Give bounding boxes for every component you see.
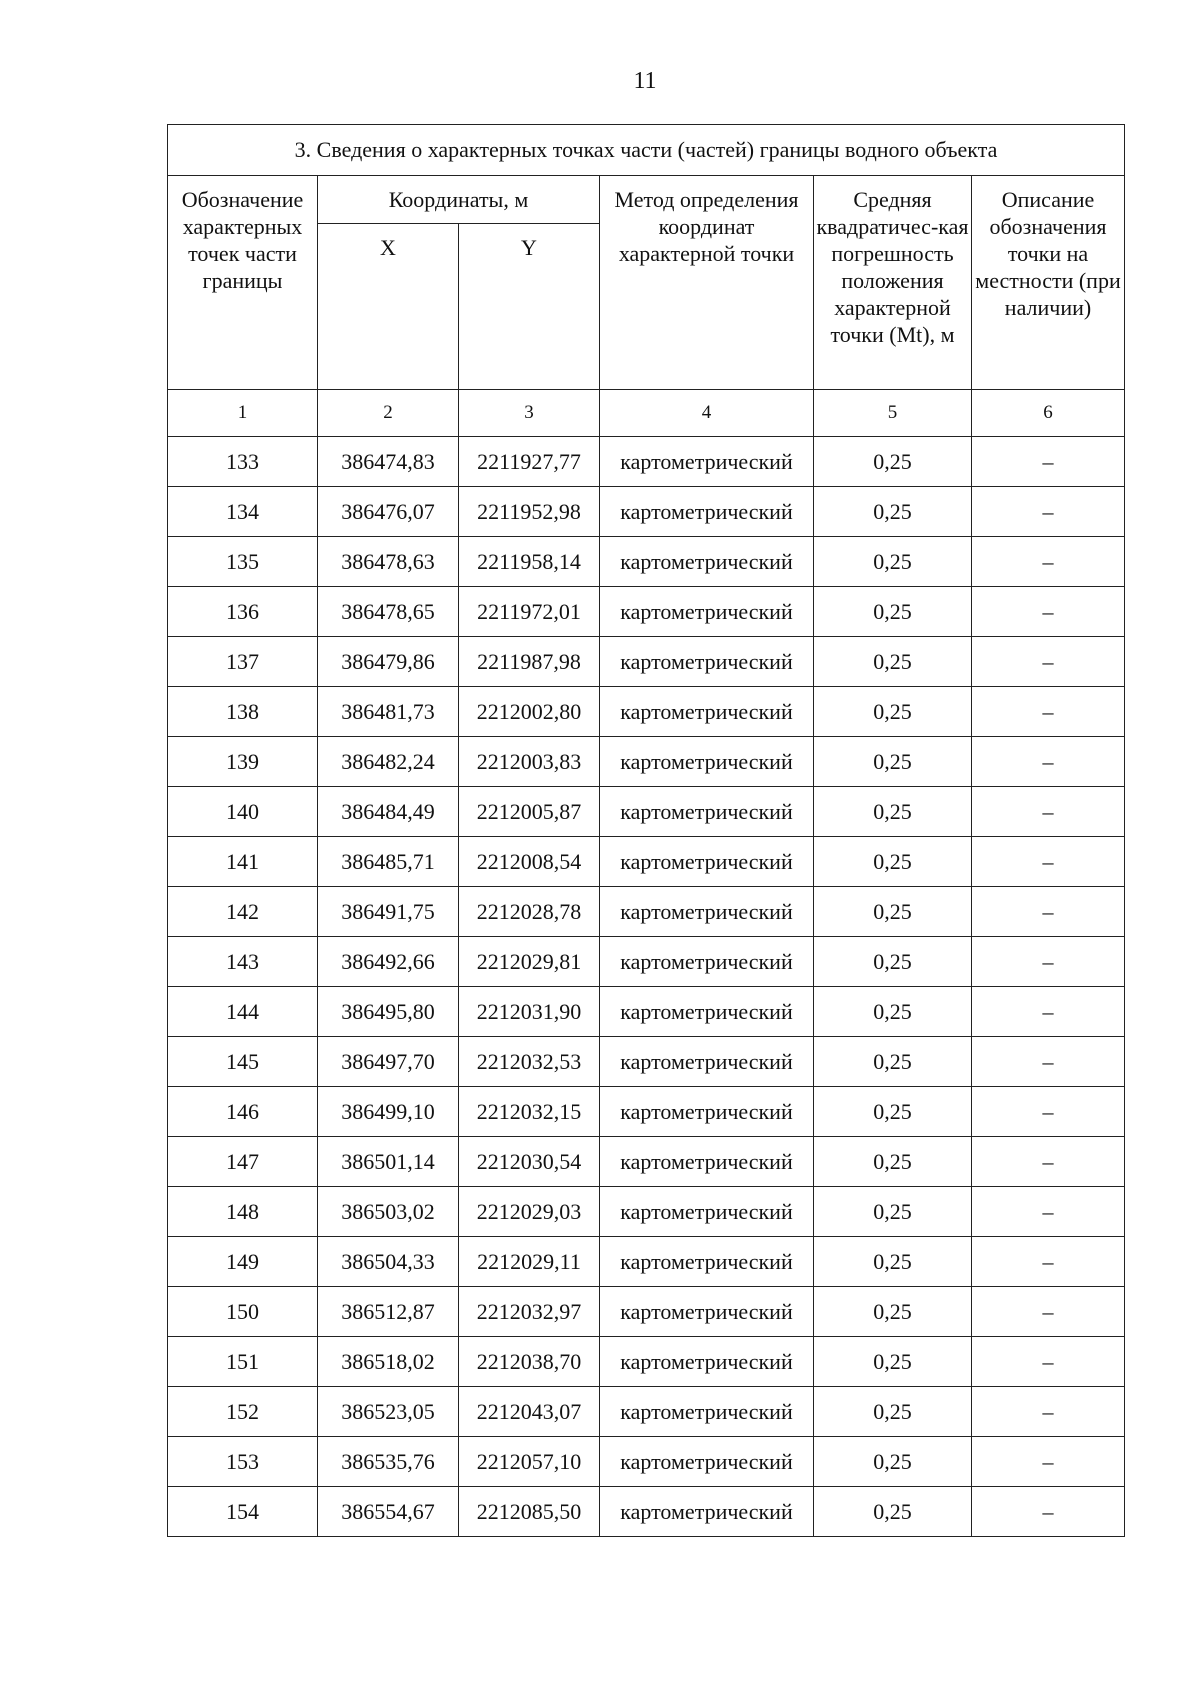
table-title: 3. Сведения о характерных точках части (частей) границы водного объекта xyxy=(168,125,1125,176)
coord-x-cell: 386503,02 xyxy=(318,1187,459,1237)
method-cell: картометрический xyxy=(600,487,814,537)
coord-y-cell: 2212029,03 xyxy=(459,1187,600,1237)
coord-x-cell: 386518,02 xyxy=(318,1337,459,1387)
point-id-cell: 138 xyxy=(168,687,318,737)
description-cell: – xyxy=(972,737,1125,787)
coord-x-cell: 386512,87 xyxy=(318,1287,459,1337)
method-cell: картометрический xyxy=(600,1137,814,1187)
table-row xyxy=(168,1287,1125,1337)
table-row xyxy=(168,1387,1125,1437)
coord-x-cell: 386501,14 xyxy=(318,1137,459,1187)
accuracy-cell: 0,25 xyxy=(814,687,972,737)
accuracy-cell: 0,25 xyxy=(814,837,972,887)
method-cell: картометрический xyxy=(600,837,814,887)
coord-y-cell: 2211972,01 xyxy=(459,587,600,637)
table-row xyxy=(168,1087,1125,1137)
table-row xyxy=(168,737,1125,787)
point-id-cell: 136 xyxy=(168,587,318,637)
column-number: 6 xyxy=(972,390,1125,437)
accuracy-cell: 0,25 xyxy=(814,587,972,637)
header-y: Y xyxy=(459,224,600,390)
table-row xyxy=(168,1187,1125,1237)
coord-y-cell: 2212028,78 xyxy=(459,887,600,937)
description-cell: – xyxy=(972,987,1125,1037)
column-number: 3 xyxy=(459,390,600,437)
description-cell: – xyxy=(972,1237,1125,1287)
header-method: Метод определения координат характерной точки xyxy=(600,176,814,390)
table-row xyxy=(168,587,1125,637)
table-row xyxy=(168,487,1125,537)
accuracy-cell: 0,25 xyxy=(814,1187,972,1237)
coord-y-cell: 2212003,83 xyxy=(459,737,600,787)
accuracy-cell: 0,25 xyxy=(814,1487,972,1537)
point-id-cell: 150 xyxy=(168,1287,318,1337)
method-cell: картометрический xyxy=(600,587,814,637)
coord-x-cell: 386481,73 xyxy=(318,687,459,737)
table-row xyxy=(168,887,1125,937)
coord-y-cell: 2212032,97 xyxy=(459,1287,600,1337)
point-id-cell: 141 xyxy=(168,837,318,887)
table-row xyxy=(168,1337,1125,1387)
accuracy-cell: 0,25 xyxy=(814,887,972,937)
accuracy-cell: 0,25 xyxy=(814,1387,972,1437)
description-cell: – xyxy=(972,587,1125,637)
coord-y-cell: 2211958,14 xyxy=(459,537,600,587)
coord-x-cell: 386523,05 xyxy=(318,1387,459,1437)
point-id-cell: 154 xyxy=(168,1487,318,1537)
coord-x-cell: 386484,49 xyxy=(318,787,459,837)
method-cell: картометрический xyxy=(600,1437,814,1487)
description-cell: – xyxy=(972,887,1125,937)
coord-y-cell: 2212008,54 xyxy=(459,837,600,887)
description-cell: – xyxy=(972,1087,1125,1137)
table-row xyxy=(168,537,1125,587)
method-cell: картометрический xyxy=(600,1337,814,1387)
coord-y-cell: 2212032,53 xyxy=(459,1037,600,1087)
description-cell: – xyxy=(972,1137,1125,1187)
coord-y-cell: 2212085,50 xyxy=(459,1487,600,1537)
coord-y-cell: 2212038,70 xyxy=(459,1337,600,1387)
accuracy-cell: 0,25 xyxy=(814,1137,972,1187)
method-cell: картометрический xyxy=(600,437,814,487)
description-cell: – xyxy=(972,1437,1125,1487)
accuracy-cell: 0,25 xyxy=(814,1087,972,1137)
table-row xyxy=(168,937,1125,987)
method-cell: картометрический xyxy=(600,1287,814,1337)
accuracy-cell: 0,25 xyxy=(814,1237,972,1287)
description-cell: – xyxy=(972,687,1125,737)
coord-x-cell: 386495,80 xyxy=(318,987,459,1037)
coord-x-cell: 386499,10 xyxy=(318,1087,459,1137)
description-cell: – xyxy=(972,437,1125,487)
coord-x-cell: 386485,71 xyxy=(318,837,459,887)
coord-x-cell: 386478,63 xyxy=(318,537,459,587)
header-point-designation: Обозначение характерных точек части границы xyxy=(168,176,318,390)
accuracy-cell: 0,25 xyxy=(814,637,972,687)
header-x: X xyxy=(318,224,459,390)
description-cell: – xyxy=(972,837,1125,887)
accuracy-cell: 0,25 xyxy=(814,937,972,987)
accuracy-cell: 0,25 xyxy=(814,787,972,837)
coord-y-cell: 2212031,90 xyxy=(459,987,600,1037)
point-id-cell: 145 xyxy=(168,1037,318,1087)
accuracy-cell: 0,25 xyxy=(814,1037,972,1087)
coord-x-cell: 386482,24 xyxy=(318,737,459,787)
accuracy-cell: 0,25 xyxy=(814,437,972,487)
table-row xyxy=(168,987,1125,1037)
coord-x-cell: 386491,75 xyxy=(318,887,459,937)
column-number: 2 xyxy=(318,390,459,437)
table-row xyxy=(168,1237,1125,1287)
coord-y-cell: 2211952,98 xyxy=(459,487,600,537)
accuracy-cell: 0,25 xyxy=(814,1437,972,1487)
page-number: 11 xyxy=(633,68,657,94)
point-id-cell: 148 xyxy=(168,1187,318,1237)
description-cell: – xyxy=(972,1037,1125,1087)
header-coordinates: Координаты, м xyxy=(318,176,600,224)
accuracy-cell: 0,25 xyxy=(814,1337,972,1387)
description-cell: – xyxy=(972,1337,1125,1387)
table-row xyxy=(168,1437,1125,1487)
table-row xyxy=(168,837,1125,887)
coord-y-cell: 2212043,07 xyxy=(459,1387,600,1437)
description-cell: – xyxy=(972,1387,1125,1437)
table-row xyxy=(168,687,1125,737)
method-cell: картометрический xyxy=(600,1087,814,1137)
header-description: Описание обозначения точки на местности (при наличии) xyxy=(972,176,1125,390)
accuracy-cell: 0,25 xyxy=(814,737,972,787)
description-cell: – xyxy=(972,487,1125,537)
point-id-cell: 147 xyxy=(168,1137,318,1187)
coord-y-cell: 2212032,15 xyxy=(459,1087,600,1137)
method-cell: картометрический xyxy=(600,887,814,937)
accuracy-cell: 0,25 xyxy=(814,1287,972,1337)
point-id-cell: 139 xyxy=(168,737,318,787)
method-cell: картометрический xyxy=(600,937,814,987)
column-number: 5 xyxy=(814,390,972,437)
coord-x-cell: 386554,67 xyxy=(318,1487,459,1537)
point-id-cell: 152 xyxy=(168,1387,318,1437)
point-id-cell: 142 xyxy=(168,887,318,937)
table-row xyxy=(168,787,1125,837)
accuracy-cell: 0,25 xyxy=(814,987,972,1037)
description-cell: – xyxy=(972,1287,1125,1337)
accuracy-cell: 0,25 xyxy=(814,537,972,587)
coord-y-cell: 2212029,11 xyxy=(459,1237,600,1287)
method-cell: картометрический xyxy=(600,737,814,787)
method-cell: картометрический xyxy=(600,637,814,687)
method-cell: картометрический xyxy=(600,1487,814,1537)
coord-y-cell: 2212029,81 xyxy=(459,937,600,987)
point-id-cell: 149 xyxy=(168,1237,318,1287)
description-cell: – xyxy=(972,537,1125,587)
point-id-cell: 140 xyxy=(168,787,318,837)
table-row xyxy=(168,437,1125,487)
coord-x-cell: 386504,33 xyxy=(318,1237,459,1287)
method-cell: картометрический xyxy=(600,537,814,587)
coord-x-cell: 386492,66 xyxy=(318,937,459,987)
table-row xyxy=(168,1137,1125,1187)
coord-y-cell: 2212005,87 xyxy=(459,787,600,837)
coord-x-cell: 386476,07 xyxy=(318,487,459,537)
header-accuracy: Средняя квадратичес-кая погрешность положения характерной точки (Mt), м xyxy=(814,176,972,390)
method-cell: картометрический xyxy=(600,1237,814,1287)
table-row xyxy=(168,1487,1125,1537)
method-cell: картометрический xyxy=(600,1187,814,1237)
coord-y-cell: 2212057,10 xyxy=(459,1437,600,1487)
point-id-cell: 153 xyxy=(168,1437,318,1487)
coord-y-cell: 2211927,77 xyxy=(459,437,600,487)
coord-y-cell: 2212002,80 xyxy=(459,687,600,737)
coord-x-cell: 386497,70 xyxy=(318,1037,459,1087)
table-row xyxy=(168,1037,1125,1087)
point-id-cell: 143 xyxy=(168,937,318,987)
method-cell: картометрический xyxy=(600,987,814,1037)
description-cell: – xyxy=(972,787,1125,837)
point-id-cell: 151 xyxy=(168,1337,318,1387)
boundary-points-table xyxy=(167,124,1125,1537)
coord-y-cell: 2212030,54 xyxy=(459,1137,600,1187)
description-cell: – xyxy=(972,1187,1125,1237)
point-id-cell: 146 xyxy=(168,1087,318,1137)
point-id-cell: 134 xyxy=(168,487,318,537)
description-cell: – xyxy=(972,637,1125,687)
method-cell: картометрический xyxy=(600,787,814,837)
point-id-cell: 135 xyxy=(168,537,318,587)
method-cell: картометрический xyxy=(600,687,814,737)
description-cell: – xyxy=(972,1487,1125,1537)
coord-x-cell: 386479,86 xyxy=(318,637,459,687)
table-row xyxy=(168,637,1125,687)
method-cell: картометрический xyxy=(600,1387,814,1437)
point-id-cell: 144 xyxy=(168,987,318,1037)
accuracy-cell: 0,25 xyxy=(814,487,972,537)
coord-x-cell: 386474,83 xyxy=(318,437,459,487)
column-number: 4 xyxy=(600,390,814,437)
coord-x-cell: 386535,76 xyxy=(318,1437,459,1487)
point-id-cell: 137 xyxy=(168,637,318,687)
method-cell: картометрический xyxy=(600,1037,814,1087)
description-cell: – xyxy=(972,937,1125,987)
point-id-cell: 133 xyxy=(168,437,318,487)
coord-x-cell: 386478,65 xyxy=(318,587,459,637)
column-number: 1 xyxy=(168,390,318,437)
coord-y-cell: 2211987,98 xyxy=(459,637,600,687)
